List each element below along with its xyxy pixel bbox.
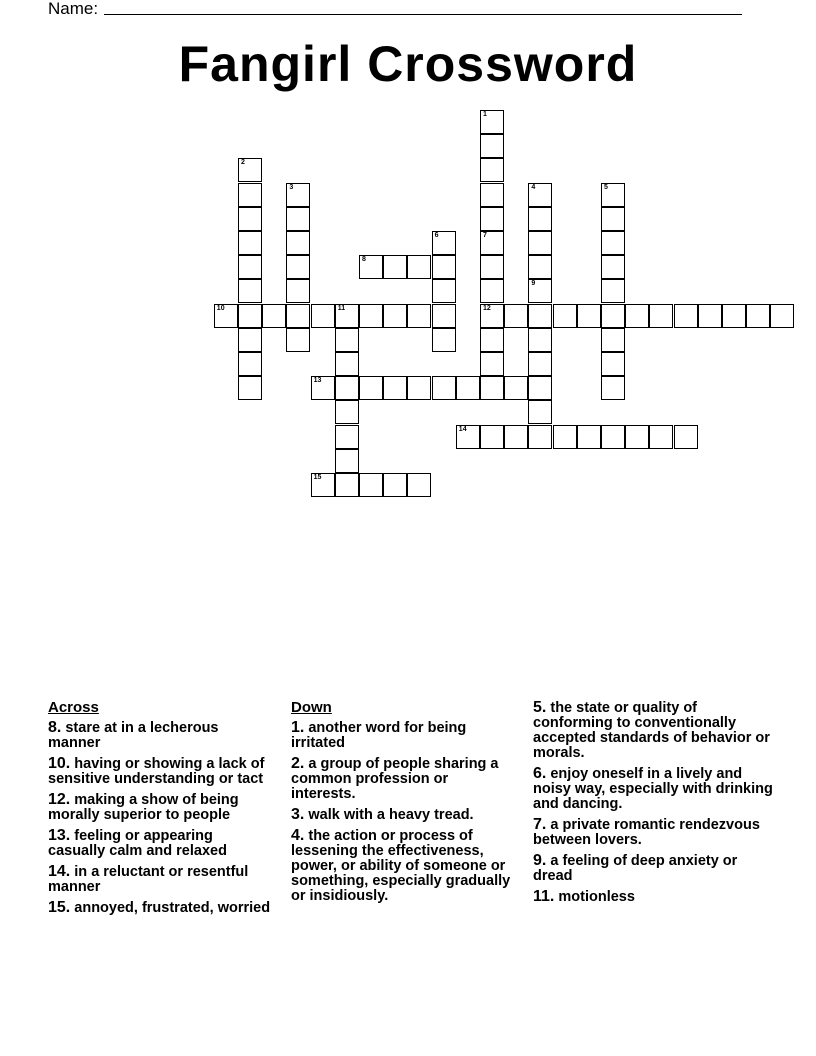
grid-cell[interactable] (601, 352, 625, 376)
grid-cell[interactable] (311, 304, 335, 328)
grid-cell[interactable] (649, 425, 673, 449)
clue-item-number: 10. (48, 755, 71, 772)
grid-cell[interactable] (480, 255, 504, 279)
clue-item-number: 5. (533, 699, 547, 716)
grid-cell[interactable] (383, 376, 407, 400)
clue-item-number: 2. (291, 755, 305, 772)
grid-cell[interactable] (432, 231, 456, 255)
clue-item-text: enjoy oneself in a lively and noisy way, especially with drinking and dancing. (533, 766, 773, 812)
grid-cell[interactable] (407, 376, 431, 400)
grid-cell[interactable] (601, 279, 625, 303)
grid-cell[interactable] (601, 328, 625, 352)
grid-cell[interactable] (238, 231, 262, 255)
clue-item-text: making a show of being morally superior to people (48, 792, 239, 823)
down-clues (291, 700, 516, 909)
grid-cell[interactable] (407, 304, 431, 328)
grid-cell[interactable] (601, 304, 625, 328)
clue-item-text: another word for being irritated (291, 720, 467, 751)
grid-cell[interactable] (480, 279, 504, 303)
page-title: Fangirl Crossword (178, 36, 638, 92)
grid-cell[interactable] (674, 304, 698, 328)
across-clues (48, 700, 273, 921)
grid-cell[interactable] (238, 255, 262, 279)
grid-cell[interactable] (407, 255, 431, 279)
grid-cell[interactable] (528, 279, 552, 303)
grid-cell[interactable] (335, 352, 359, 376)
grid-cell[interactable] (480, 134, 504, 158)
grid-cell[interactable] (722, 304, 746, 328)
grid-cell[interactable] (238, 158, 262, 182)
clue-item-text: the action or process of lessening the effectiveness, power, or ability of someone or something, especially gradually or insidiously. (291, 828, 511, 904)
clue-item (291, 807, 516, 823)
grid-cell[interactable] (770, 304, 794, 328)
clue-item (291, 720, 516, 751)
clue-number: 5 (604, 183, 608, 191)
clue-number: 11 (337, 304, 346, 312)
grid-cell[interactable] (286, 183, 310, 207)
grid-cell[interactable] (238, 183, 262, 207)
clue-item-number: 1. (291, 719, 305, 736)
grid-cell[interactable] (359, 473, 383, 497)
clue-item (48, 864, 273, 895)
grid-cell[interactable] (383, 473, 407, 497)
name-label: Name: (48, 0, 99, 18)
clue-item (48, 828, 273, 859)
grid-cell[interactable] (238, 328, 262, 352)
grid-cell[interactable] (480, 352, 504, 376)
clue-number: 15 (313, 474, 322, 481)
clue-number: 1 (483, 111, 487, 118)
across-header: Across (48, 699, 99, 716)
grid-cell[interactable] (528, 304, 552, 328)
clue-item-text: the state or quality of conforming to conventionally accepted standards of behavior or morals. (533, 700, 770, 761)
grid-cell[interactable] (456, 425, 480, 449)
grid-cell[interactable] (335, 304, 359, 328)
grid-cell[interactable] (528, 425, 552, 449)
grid-cell[interactable] (577, 304, 601, 328)
clue-number: 3 (289, 183, 294, 191)
grid-cell[interactable] (383, 304, 407, 328)
grid-cell[interactable] (335, 473, 359, 497)
grid-cell[interactable] (335, 328, 359, 352)
grid-cell[interactable] (528, 400, 552, 424)
clue-item-number: 9. (533, 852, 547, 869)
grid-cell[interactable] (238, 304, 262, 328)
grid-cell[interactable] (601, 255, 625, 279)
clue-number: 4 (531, 183, 536, 191)
clue-item-text: feeling or appearing casually calm and relaxed (48, 828, 227, 859)
grid-cell[interactable] (432, 328, 456, 352)
grid-cell[interactable] (480, 158, 504, 182)
clue-number: 10 (216, 304, 225, 312)
clue-number: 12 (483, 304, 491, 312)
grid-cell[interactable] (335, 449, 359, 473)
clue-item-text: a feeling of deep anxiety or dread (533, 853, 738, 884)
grid-cell[interactable] (504, 425, 528, 449)
grid-cell[interactable] (528, 328, 552, 352)
grid-cell[interactable] (262, 304, 286, 328)
grid-cell[interactable] (286, 231, 310, 255)
grid-cell[interactable] (601, 183, 625, 207)
clue-item (533, 817, 773, 848)
grid-cell[interactable] (601, 425, 625, 449)
grid-cell[interactable] (625, 425, 649, 449)
grid-cell[interactable] (504, 304, 528, 328)
grid-cell[interactable] (335, 400, 359, 424)
grid-cell[interactable] (432, 255, 456, 279)
crossword-grid (0, 0, 816, 520)
clue-item-number: 7. (533, 816, 547, 833)
grid-cell[interactable] (214, 304, 238, 328)
grid-cell[interactable] (432, 376, 456, 400)
clue-item-text: a private romantic rendezvous between lovers. (533, 817, 760, 848)
clue-item (48, 900, 273, 916)
grid-cell[interactable] (528, 376, 552, 400)
grid-cell[interactable] (528, 231, 552, 255)
grid-cell[interactable] (311, 473, 335, 497)
grid-cell[interactable] (432, 304, 456, 328)
clue-item-number: 8. (48, 719, 62, 736)
grid-cell[interactable] (456, 376, 480, 400)
grid-cell[interactable] (286, 279, 310, 303)
clue-item (48, 720, 273, 751)
clue-item (533, 853, 773, 884)
grid-cell[interactable] (286, 255, 310, 279)
grid-cell[interactable] (311, 376, 335, 400)
clue-number: 14 (458, 425, 467, 433)
grid-cell[interactable] (601, 231, 625, 255)
clue-item-number: 12. (48, 791, 71, 808)
grid-cell[interactable] (383, 255, 407, 279)
grid-cell[interactable] (238, 207, 262, 231)
grid-cell[interactable] (553, 304, 577, 328)
clue-item-text: walk with a heavy tread. (304, 807, 474, 823)
clue-item (533, 700, 773, 761)
grid-cell[interactable] (407, 473, 431, 497)
grid-cell[interactable] (480, 110, 504, 134)
clue-item-text: in a reluctant or resentful manner (48, 864, 249, 895)
grid-cell[interactable] (480, 183, 504, 207)
grid-cell[interactable] (746, 304, 770, 328)
clue-item (291, 828, 516, 904)
grid-cell[interactable] (286, 207, 310, 231)
clue-item-number: 11. (533, 888, 555, 905)
clue-item (48, 792, 273, 823)
grid-cell[interactable] (238, 352, 262, 376)
grid-cell[interactable] (601, 207, 625, 231)
grid-cell[interactable] (335, 376, 359, 400)
clue-number: 8 (362, 256, 366, 264)
grid-cell[interactable] (528, 207, 552, 231)
grid-cell[interactable] (528, 255, 552, 279)
grid-cell[interactable] (553, 425, 577, 449)
grid-cell[interactable] (674, 425, 698, 449)
grid-cell[interactable] (480, 207, 504, 231)
grid-cell[interactable] (238, 279, 262, 303)
clue-item-text: annoyed, frustrated, worried (70, 900, 271, 916)
down-clues-continued (533, 700, 773, 910)
grid-cell[interactable] (335, 425, 359, 449)
clue-item (533, 766, 773, 812)
grid-cell[interactable] (432, 279, 456, 303)
clue-number: 13 (313, 377, 322, 385)
grid-cell[interactable] (649, 304, 673, 328)
clue-item-number: 4. (291, 827, 305, 844)
grid-cell[interactable] (359, 255, 383, 279)
clue-item-number: 6. (533, 765, 547, 782)
grid-cell[interactable] (480, 376, 504, 400)
clue-number: 6 (434, 232, 439, 239)
clue-item-text: motionless (554, 889, 635, 905)
down-header: Down (291, 699, 332, 716)
clue-number: 2 (241, 159, 245, 167)
clue-item-text: stare at in a lecherous manner (48, 720, 219, 751)
grid-cell[interactable] (480, 231, 504, 255)
clue-item-number: 14. (48, 863, 71, 880)
clue-item-text: having or showing a lack of sensitive understanding or tact (48, 756, 265, 787)
clue-item (291, 756, 516, 802)
clue-number: 7 (483, 232, 487, 239)
grid-cell[interactable] (238, 376, 262, 400)
grid-cell[interactable] (286, 304, 310, 328)
clue-item (48, 756, 273, 787)
clue-item-text: a group of people sharing a common profession or interests. (291, 756, 499, 802)
grid-cell[interactable] (286, 328, 310, 352)
grid-cell[interactable] (359, 376, 383, 400)
grid-cell[interactable] (480, 425, 504, 449)
clue-item-number: 13. (48, 827, 71, 844)
grid-cell[interactable] (577, 425, 601, 449)
grid-cell[interactable] (480, 304, 504, 328)
grid-cell[interactable] (601, 376, 625, 400)
grid-cell[interactable] (625, 304, 649, 328)
grid-cell[interactable] (528, 183, 552, 207)
grid-cell[interactable] (480, 328, 504, 352)
clue-number: 9 (531, 280, 536, 288)
grid-cell[interactable] (359, 304, 383, 328)
clue-item-number: 15. (48, 899, 71, 916)
grid-cell[interactable] (504, 376, 528, 400)
grid-cell[interactable] (698, 304, 722, 328)
clue-item-number: 3. (291, 806, 305, 823)
grid-cell[interactable] (528, 352, 552, 376)
clue-item (533, 889, 773, 905)
